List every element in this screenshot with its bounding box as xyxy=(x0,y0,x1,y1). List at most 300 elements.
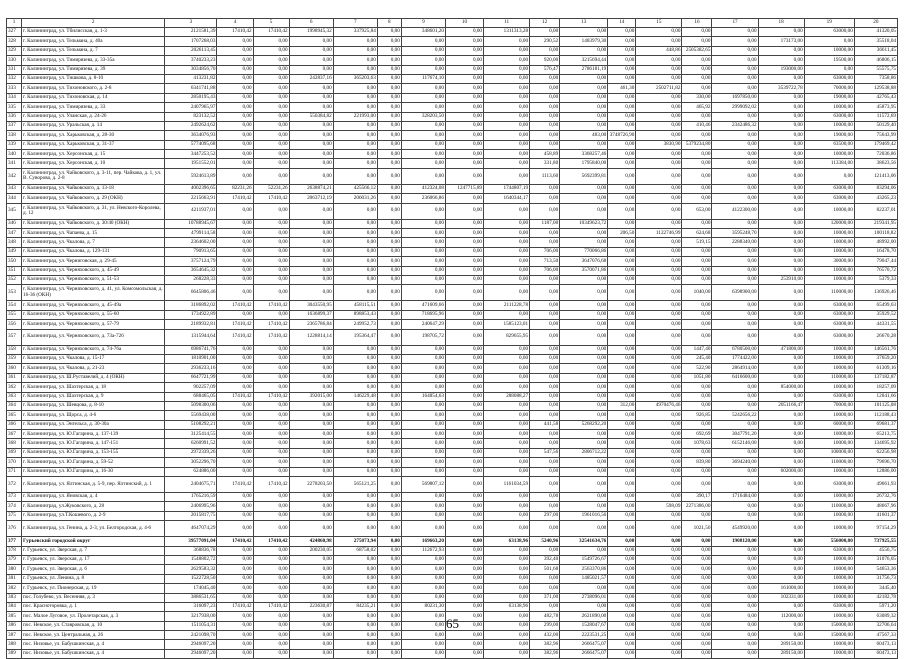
row-number-cell: 389 xyxy=(7,649,22,658)
amount-cell: 0,00 xyxy=(217,266,253,275)
amount-cell: 0,00 xyxy=(712,584,758,593)
amount-cell: 5240,96 xyxy=(530,537,560,546)
amount-cell: 0,00 xyxy=(401,420,445,429)
amount-cell: 63000,00 xyxy=(804,310,854,319)
amount-cell: 0,00 xyxy=(401,467,445,476)
amount-cell: 0,00 xyxy=(758,511,804,520)
amount-cell: 219341,95 xyxy=(854,219,897,228)
row-number-cell: 370 xyxy=(7,458,22,467)
amount-cell: 0,00 xyxy=(401,103,445,112)
amount-cell: 0,00 xyxy=(608,275,636,284)
amount-cell: 43265,23 xyxy=(854,194,897,203)
amount-cell: 0,00 xyxy=(377,310,401,319)
amount-cell: 10000,00 xyxy=(804,121,854,130)
amount-cell: 146561,76 xyxy=(854,345,897,354)
amount-cell: 441,58 xyxy=(530,420,560,429)
amount-cell: 0,00 xyxy=(530,458,560,467)
address-cell: г. Калининград, ул. Чайковского, д. 29 (ОКН) xyxy=(22,194,165,203)
amount-cell: 0,00 xyxy=(445,345,483,354)
address-cell: г. Калининград, ул. Херсонская, д. 15 xyxy=(22,150,165,159)
amount-cell: 0,00 xyxy=(682,28,712,37)
amount-cell: 0,00 xyxy=(758,493,804,502)
amount-cell: 0,00 xyxy=(445,285,483,301)
amount-cell: 0,00 xyxy=(253,131,289,140)
amount-cell: 0,00 xyxy=(253,364,289,373)
amount-cell: 42182,78 xyxy=(854,593,897,602)
amount-cell: 0,00 xyxy=(484,458,530,467)
amount-cell: 0,00 xyxy=(682,65,712,74)
amount-cell: 0,00 xyxy=(333,493,377,502)
amount-cell: 3647076,68 xyxy=(560,257,608,266)
amount-cell: 547,56 xyxy=(530,448,560,457)
amount-cell: 0,00 xyxy=(253,266,289,275)
amount-cell: 2111228,78 xyxy=(484,301,530,310)
amount-cell: 0,00 xyxy=(484,448,530,457)
amount-cell: 0,00 xyxy=(758,458,804,467)
address-cell: г. Калининград, ул. Шевцова, д. 8-10 xyxy=(22,401,165,410)
amount-cell: 3595248,70 xyxy=(712,229,758,238)
amount-cell: 161000,00 xyxy=(758,584,804,593)
amount-cell: 0,00 xyxy=(636,131,682,140)
amount-cell: 0,00 xyxy=(217,345,253,354)
table-row xyxy=(7,537,898,546)
amount-cell: 0,00 xyxy=(484,521,530,537)
amount-cell: 0,00 xyxy=(712,631,758,640)
amount-cell: 0,00 xyxy=(758,439,804,448)
address-cell: г. Гурьевск, ул. Зверская, д. 6 xyxy=(22,565,165,574)
amount-cell: 0,00 xyxy=(530,602,560,611)
amount-cell: 0,00 xyxy=(289,493,333,502)
amount-cell: 0,00 xyxy=(758,266,804,275)
amount-cell: 12886,00 xyxy=(854,467,897,476)
amount-cell: 0,00 xyxy=(217,285,253,301)
amount-cell: 1744807,19 xyxy=(484,184,530,193)
amount-cell: 129538,88 xyxy=(854,84,897,93)
amount-cell: 0,00 xyxy=(253,420,289,429)
amount-cell: 0,00 xyxy=(333,364,377,373)
amount-cell: 0,00 xyxy=(217,159,253,168)
amount-cell: 410,46 xyxy=(682,121,712,130)
amount-cell: 0,00 xyxy=(530,84,560,93)
amount-cell: 0,00 xyxy=(682,546,712,555)
amount-cell: 63000,00 xyxy=(804,392,854,401)
row-number-cell: 383 xyxy=(7,593,22,602)
amount-cell: 0,00 xyxy=(377,511,401,520)
amount-cell: 0,00 xyxy=(608,247,636,256)
amount-cell: 10000,00 xyxy=(804,266,854,275)
amount-cell: 0,00 xyxy=(253,448,289,457)
amount-cell: 0,00 xyxy=(333,84,377,93)
amount-cell: 0,00 xyxy=(608,354,636,363)
address-cell: г. Калининград, ул. Тимирязева, д. 39 xyxy=(22,65,165,74)
amount-cell: 0,00 xyxy=(484,46,530,55)
amount-cell: 0,00 xyxy=(484,203,530,219)
amount-cell: 0,00 xyxy=(289,612,333,621)
amount-cell: 0,00 xyxy=(758,159,804,168)
amount-cell: 1697850,00 xyxy=(712,93,758,102)
amount-cell: 0,00 xyxy=(530,411,560,420)
amount-cell: 0,00 xyxy=(758,477,804,493)
amount-cell: 550384,82 xyxy=(289,112,333,121)
amount-cell: 0,00 xyxy=(484,565,530,574)
amount-cell: 0,00 xyxy=(560,301,608,310)
amount-cell: 63000,00 xyxy=(804,546,854,555)
amount-cell: 0,00 xyxy=(401,584,445,593)
amount-cell: 112672,93 xyxy=(401,546,445,555)
amount-cell: 0,00 xyxy=(401,383,445,392)
table-row xyxy=(7,121,898,130)
amount-cell: 0,00 xyxy=(377,219,401,228)
amount-cell: 0,00 xyxy=(608,140,636,149)
amount-cell: 0,00 xyxy=(377,430,401,439)
amount-cell: 6780500,00 xyxy=(712,345,758,354)
amount-cell: 65499,63 xyxy=(854,301,897,310)
amount-cell: 0,00 xyxy=(608,521,636,537)
row-number-cell: 374 xyxy=(7,502,22,511)
amount-cell: 0,00 xyxy=(401,621,445,630)
amount-cell: 576,47 xyxy=(530,65,560,74)
amount-cell: 102331,00 xyxy=(758,593,804,602)
amount-cell: 0,00 xyxy=(682,584,712,593)
amount-cell: 0,00 xyxy=(560,521,608,537)
amount-cell: 0,00 xyxy=(758,320,804,329)
amount-cell: 0,00 xyxy=(377,364,401,373)
amount-cell: 0,00 xyxy=(445,329,483,345)
amount-cell: 0,00 xyxy=(484,159,530,168)
amount-cell: 35929,52 xyxy=(854,310,897,319)
amount-cell: 0,00 xyxy=(445,203,483,219)
amount-cell: 501,68 xyxy=(530,565,560,574)
amount-cell: 0,00 xyxy=(333,439,377,448)
amount-cell: 0,00 xyxy=(253,458,289,467)
row-number-cell: 336 xyxy=(7,112,22,121)
amount-cell: 0,00 xyxy=(560,46,608,55)
amount-cell: 0,00 xyxy=(217,621,253,630)
amount-cell: 0,00 xyxy=(217,555,253,564)
amount-cell: 0,00 xyxy=(608,612,636,621)
amount-cell: 0,00 xyxy=(712,219,758,228)
amount-cell: 0,00 xyxy=(758,392,804,401)
amount-cell: 465,92 xyxy=(682,103,712,112)
amount-cell: 0,00 xyxy=(377,184,401,193)
amount-cell: 60473,13 xyxy=(854,640,897,649)
amount-cell: 17410,42 xyxy=(253,329,289,345)
amount-cell: 0,00 xyxy=(445,439,483,448)
amount-cell: 0,00 xyxy=(401,593,445,602)
amount-cell: 0,00 xyxy=(253,401,289,410)
amount-cell: 0,00 xyxy=(484,112,530,121)
amount-cell: 483,00 xyxy=(560,131,608,140)
amount-cell: 392015,00 xyxy=(289,392,333,401)
table-row xyxy=(7,477,898,493)
amount-cell: 0,00 xyxy=(289,247,333,256)
page-number: 65 xyxy=(446,616,459,631)
address-cell: г. Калининград, ул. Уланская, д. 24-26 xyxy=(22,112,165,121)
amount-cell: 0,00 xyxy=(712,420,758,429)
amount-cell: 0,00 xyxy=(217,631,253,640)
amount-cell: 0,00 xyxy=(445,275,483,284)
amount-cell: 0,00 xyxy=(484,310,530,319)
amount-cell: 0,00 xyxy=(333,511,377,520)
amount-cell: 1483979,30 xyxy=(560,37,608,46)
amount-cell: 0,00 xyxy=(682,112,712,121)
amount-cell: 0,00 xyxy=(682,131,712,140)
amount-cell: 0,00 xyxy=(445,56,483,65)
amount-cell: 0,00 xyxy=(608,320,636,329)
amount-cell: 10000,00 xyxy=(804,521,854,537)
amount-cell: 0,00 xyxy=(333,621,377,630)
amount-cell: 0,00 xyxy=(560,140,608,149)
amount-cell: 0,00 xyxy=(682,555,712,564)
amount-cell: 0,00 xyxy=(758,537,804,546)
amount-cell: 0,00 xyxy=(636,555,682,564)
amount-cell: 0,00 xyxy=(712,612,758,621)
amount-cell: 2271386,00 xyxy=(682,502,712,511)
amount-cell: 0,00 xyxy=(401,565,445,574)
amount-cell: 0,00 xyxy=(445,121,483,130)
amount-cell: 0,00 xyxy=(636,65,682,74)
address-cell: г. Калининград, ул. Чапаева, д. 15 xyxy=(22,229,165,238)
address-cell: г. Калининград, ул. Шахтерская, д. 18 xyxy=(22,383,165,392)
amount-cell: 0,00 xyxy=(253,84,289,93)
amount-cell: 0,00 xyxy=(484,140,530,149)
amount-cell: 10000,00 xyxy=(804,383,854,392)
amount-cell: 458115,51 xyxy=(333,301,377,310)
amount-cell: 0,00 xyxy=(289,593,333,602)
amount-cell: 0,00 xyxy=(682,168,712,184)
row-number-cell: 337 xyxy=(7,121,22,130)
amount-cell: 0,00 xyxy=(253,112,289,121)
amount-cell: 0,00 xyxy=(636,493,682,502)
amount-cell: 2946097,20 xyxy=(165,640,217,649)
amount-cell: 0,00 xyxy=(560,354,608,363)
amount-cell: 17410,42 xyxy=(217,301,253,310)
amount-cell: 0,00 xyxy=(217,584,253,593)
amount-cell: 63089,32 xyxy=(854,612,897,621)
amount-cell: 0,00 xyxy=(253,649,289,658)
amount-cell: 17410,42 xyxy=(217,320,253,329)
amount-cell: 0,00 xyxy=(253,219,289,228)
amount-cell: 0,00 xyxy=(608,574,636,583)
row-number-cell: 372 xyxy=(7,477,22,493)
address-cell: г. Калининград, ул. Чкалова, д. 21-23 xyxy=(22,364,165,373)
amount-cell: 0,00 xyxy=(636,168,682,184)
amount-cell: 0,00 xyxy=(377,28,401,37)
row-number-cell: 351 xyxy=(7,266,22,275)
amount-cell: 2015817,75 xyxy=(165,511,217,520)
table-row xyxy=(7,140,898,149)
amount-cell: 0,00 xyxy=(484,168,530,184)
amount-cell: 0,00 xyxy=(289,103,333,112)
amount-cell: 0,00 xyxy=(636,649,682,658)
amount-cell: 82237,01 xyxy=(854,203,897,219)
amount-cell: 0,00 xyxy=(333,555,377,564)
amount-cell: 0,00 xyxy=(758,257,804,266)
amount-cell: 65213,75 xyxy=(854,430,897,439)
amount-cell: 268228,33 xyxy=(165,275,217,284)
amount-cell: 312,00 xyxy=(608,401,636,410)
amount-cell: 5268292,20 xyxy=(560,420,608,429)
amount-cell: 3634076,93 xyxy=(165,131,217,140)
amount-cell: 2342486,32 xyxy=(712,121,758,130)
amount-cell: 0,00 xyxy=(758,448,804,457)
amount-cell: 0,00 xyxy=(682,159,712,168)
amount-cell: 337925,84 xyxy=(333,28,377,37)
amount-cell: 412324,08 xyxy=(401,184,445,193)
amount-cell: 0,00 xyxy=(758,430,804,439)
amount-cell: 0,00 xyxy=(401,229,445,238)
amount-cell: 0,00 xyxy=(377,275,401,284)
table-row xyxy=(7,430,898,439)
amount-cell: 0,00 xyxy=(377,103,401,112)
row-number-cell: 333 xyxy=(7,84,22,93)
table-row xyxy=(7,247,898,256)
amount-cell: 0,00 xyxy=(530,392,560,401)
amount-cell: 0,00 xyxy=(377,37,401,46)
amount-cell: 63000,00 xyxy=(804,184,854,193)
amount-cell: 0,00 xyxy=(377,150,401,159)
amount-cell: 0,00 xyxy=(560,392,608,401)
address-cell: г. Калининград, ул. Черняховского, д. 74-76а xyxy=(22,345,165,354)
amount-cell: 70000,00 xyxy=(804,84,854,93)
amount-cell: 0,00 xyxy=(253,37,289,46)
address-cell: г. Калининград, ул. Ш.Руставелий, д. 4 (ОКН) xyxy=(22,373,165,382)
amount-cell: 0,00 xyxy=(377,493,401,502)
amount-cell: 0,00 xyxy=(712,649,758,658)
amount-cell: 6398900,00 xyxy=(712,285,758,301)
amount-cell: 0,00 xyxy=(712,140,758,149)
amount-cell: 0,00 xyxy=(289,168,333,184)
amount-cell: 0,00 xyxy=(377,159,401,168)
amount-cell: 0,00 xyxy=(445,229,483,238)
amount-cell: 0,00 xyxy=(560,74,608,83)
amount-cell: 471609,66 xyxy=(401,301,445,310)
amount-cell: 63000,00 xyxy=(804,74,854,83)
amount-cell: 0,00 xyxy=(608,184,636,193)
amount-cell: 2666475,07 xyxy=(560,640,608,649)
amount-cell: 0,00 xyxy=(484,467,530,476)
table-row xyxy=(7,354,898,363)
amount-cell: 0,00 xyxy=(253,430,289,439)
amount-cell: 0,00 xyxy=(758,420,804,429)
amount-cell: 0,00 xyxy=(377,593,401,602)
amount-cell: 2563370,86 xyxy=(560,565,608,574)
amount-cell: 0,00 xyxy=(401,275,445,284)
amount-cell: 0,00 xyxy=(401,502,445,511)
amount-cell: 0,00 xyxy=(608,448,636,457)
amount-cell: 0,00 xyxy=(333,612,377,621)
amount-cell: 3215694,44 xyxy=(560,56,608,65)
amount-cell: 2786181,19 xyxy=(560,65,608,74)
amount-cell: 0,00 xyxy=(333,168,377,184)
amount-cell: 0,00 xyxy=(445,159,483,168)
address-cell: г. Калининград, ул. Чкалова, д. 129-131 xyxy=(22,247,165,256)
amount-cell: 0,00 xyxy=(377,420,401,429)
amount-cell: 0,00 xyxy=(253,168,289,184)
table-row xyxy=(7,329,898,345)
amount-cell: 76570,72 xyxy=(854,266,897,275)
amount-cell: 0,00 xyxy=(445,84,483,93)
amount-cell: 0,00 xyxy=(758,373,804,382)
table-row xyxy=(7,37,898,46)
amount-cell: 0,00 xyxy=(636,467,682,476)
column-number-cell: 16 xyxy=(682,19,712,28)
amount-cell: 6152146,00 xyxy=(712,439,758,448)
amount-cell: 0,00 xyxy=(377,320,401,329)
amount-cell: 206,50 xyxy=(608,229,636,238)
amount-cell: 0,00 xyxy=(636,285,682,301)
table-row xyxy=(7,112,898,121)
amount-cell: 2806712,22 xyxy=(560,448,608,457)
amount-cell: 0,00 xyxy=(289,257,333,266)
amount-cell: 0,00 xyxy=(608,28,636,37)
amount-cell: 0,00 xyxy=(333,219,377,228)
amount-cell: 6416600,00 xyxy=(712,373,758,382)
amount-cell: 0,00 xyxy=(377,521,401,537)
column-number-cell: 10 xyxy=(445,19,483,28)
amount-cell: 0,00 xyxy=(401,448,445,457)
amount-cell: 0,00 xyxy=(445,257,483,266)
amount-cell: 392,40 xyxy=(530,555,560,564)
amount-cell: 0,00 xyxy=(484,649,530,658)
amount-cell: 30000,00 xyxy=(804,257,854,266)
amount-cell: 0,00 xyxy=(530,574,560,583)
amount-cell: 10000,00 xyxy=(804,247,854,256)
amount-cell: 0,00 xyxy=(560,203,608,219)
amount-cell: 0,00 xyxy=(560,238,608,247)
amount-cell: 0,00 xyxy=(377,621,401,630)
amount-cell: 382,96 xyxy=(530,640,560,649)
row-number-cell: 330 xyxy=(7,56,22,65)
amount-cell: 1485021,57 xyxy=(560,574,608,583)
amount-cell: 10000,00 xyxy=(804,354,854,363)
column-number-cell: 9 xyxy=(401,19,445,28)
amount-cell: 0,00 xyxy=(484,247,530,256)
amount-cell: 63000,00 xyxy=(804,194,854,203)
amount-cell: 0,00 xyxy=(289,345,333,354)
table-row xyxy=(7,84,898,93)
amount-cell: 0,00 xyxy=(333,247,377,256)
amount-cell: 0,00 xyxy=(608,467,636,476)
table-row xyxy=(7,521,898,537)
address-cell: г. Калининград, ул.Т.Кошевого, д. 2-9 xyxy=(22,511,165,520)
amount-cell: 0,00 xyxy=(377,640,401,649)
amount-cell: 0,00 xyxy=(484,439,530,448)
amount-cell: 0,00 xyxy=(636,275,682,284)
amount-cell: 0,00 xyxy=(377,84,401,93)
amount-cell: 0,00 xyxy=(445,364,483,373)
amount-cell: 0,00 xyxy=(377,565,401,574)
column-number-cell: 18 xyxy=(758,19,804,28)
amount-cell: 41601,37 xyxy=(854,511,897,520)
amount-cell: 0,00 xyxy=(401,631,445,640)
amount-cell: 0,00 xyxy=(636,574,682,583)
amount-cell: 0,00 xyxy=(253,275,289,284)
amount-cell: 0,00 xyxy=(289,521,333,537)
amount-cell: 0,00 xyxy=(484,430,530,439)
amount-cell: 0,00 xyxy=(333,458,377,467)
amount-cell: 0,00 xyxy=(217,121,253,130)
amount-cell: 0,00 xyxy=(712,184,758,193)
amount-cell: 1528047,67 xyxy=(560,621,608,630)
table-row xyxy=(7,285,898,301)
amount-cell: 0,00 xyxy=(758,194,804,203)
amount-cell: 0,00 xyxy=(289,364,333,373)
amount-cell: 0,00 xyxy=(377,65,401,74)
amount-cell: 10000,00 xyxy=(804,275,854,284)
address-cell: г. Калининград, ул. Генина, д. 2-3, ул. Белгородская, д. 4-6 xyxy=(22,521,165,537)
amount-cell: 0,00 xyxy=(608,168,636,184)
